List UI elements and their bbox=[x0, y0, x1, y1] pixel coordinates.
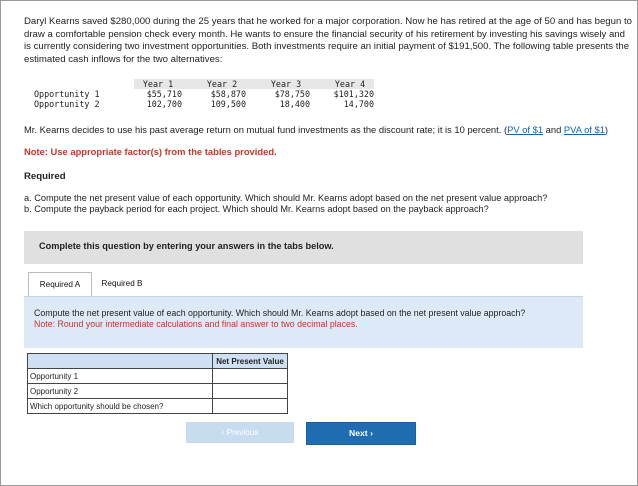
npv-column-header: Net Present Value bbox=[213, 354, 288, 369]
panel-question: Compute the net present value of each opportunity. Which should Mr. Kearns adopt based on the net present value approach? bbox=[34, 308, 526, 318]
cell-value: 109,500 bbox=[210, 99, 246, 109]
cell-value: $58,870 bbox=[210, 89, 246, 99]
tab-required-a[interactable]: Required A bbox=[28, 272, 92, 297]
npv-opportunity-1-input[interactable] bbox=[213, 370, 287, 382]
table-row bbox=[34, 89, 374, 99]
required-a-text: a. Compute the net present value of each opportunity. Which should Mr. Kearns adopt based on the net present value approach? bbox=[24, 193, 548, 203]
npv-opportunity-2-input[interactable] bbox=[213, 385, 287, 397]
previous-button[interactable]: ‹ Previous bbox=[186, 422, 294, 443]
cell-value: 102,700 bbox=[146, 99, 182, 109]
answer-table-header bbox=[28, 354, 288, 369]
required-list bbox=[24, 193, 547, 215]
year-header: Year 1 bbox=[134, 79, 182, 89]
cell-value: $78,750 bbox=[274, 89, 310, 99]
tab-required-b[interactable]: Required B bbox=[101, 279, 143, 288]
pva-table-link[interactable]: PVA of $1 bbox=[563, 124, 605, 135]
table-row bbox=[34, 99, 374, 109]
row-label: Opportunity 2 bbox=[28, 384, 213, 399]
factor-note: Note: Use appropriate factor(s) from the tables provided. bbox=[24, 146, 277, 157]
instruction-text: Complete this question by entering your answers in the tabs below. bbox=[39, 241, 334, 251]
table-row bbox=[28, 384, 288, 399]
problem-intro: Daryl Kearns saved $280,000 during the 25 years that he worked for a major corporation. Now he has retired at the age of 50 and has begun to draw a comfortable pension check every month. He wants to ensure the financial security of his retirement by investing his savings wisely and is currently considering two investment opportunities. Both investments require an initial payment of $191,500. The following table presents the estimated cash inflows for the two alternatives: bbox=[24, 16, 632, 65]
question-panel bbox=[24, 296, 583, 348]
chevron-right-icon: › bbox=[370, 428, 373, 438]
year-header: Year 2 bbox=[198, 79, 246, 89]
instruction-banner bbox=[24, 231, 583, 264]
cell-value: $55,710 bbox=[146, 89, 182, 99]
required-heading: Required bbox=[24, 171, 66, 182]
table-row bbox=[28, 399, 288, 414]
next-button[interactable]: Next › bbox=[306, 422, 416, 445]
cell-value: 18,400 bbox=[279, 99, 310, 109]
row-label: Which opportunity should be chosen? bbox=[28, 399, 213, 414]
table-row bbox=[28, 369, 288, 384]
cell-value: 14,700 bbox=[343, 99, 374, 109]
npv-answer-table bbox=[27, 353, 288, 414]
chevron-left-icon: ‹ bbox=[221, 428, 225, 437]
opportunity-choice-input[interactable] bbox=[213, 400, 287, 412]
cell-value: $101,320 bbox=[333, 89, 374, 99]
row-label: Opportunity 2 bbox=[34, 99, 100, 109]
row-label: Opportunity 1 bbox=[34, 89, 100, 99]
year-header: Year 3 bbox=[262, 79, 310, 89]
cash-table-header bbox=[34, 79, 374, 89]
cash-inflow-table bbox=[34, 79, 374, 109]
panel-note: Note: Round your intermediate calculations and final answer to two decimal places. bbox=[34, 319, 358, 329]
discount-rate-text: Mr. Kearns decides to use his past average return on mutual fund investments as the discount rate; it is 10 percent. (PV of $1 and PVA of $1) bbox=[24, 124, 609, 135]
row-label: Opportunity 1 bbox=[28, 369, 213, 384]
year-header: Year 4 bbox=[326, 79, 374, 89]
required-b-text: b. Compute the payback period for each project. Which should Mr. Kearns adopt based on the payback approach? bbox=[24, 204, 489, 214]
pv-table-link[interactable]: PV of $1 bbox=[507, 124, 544, 135]
